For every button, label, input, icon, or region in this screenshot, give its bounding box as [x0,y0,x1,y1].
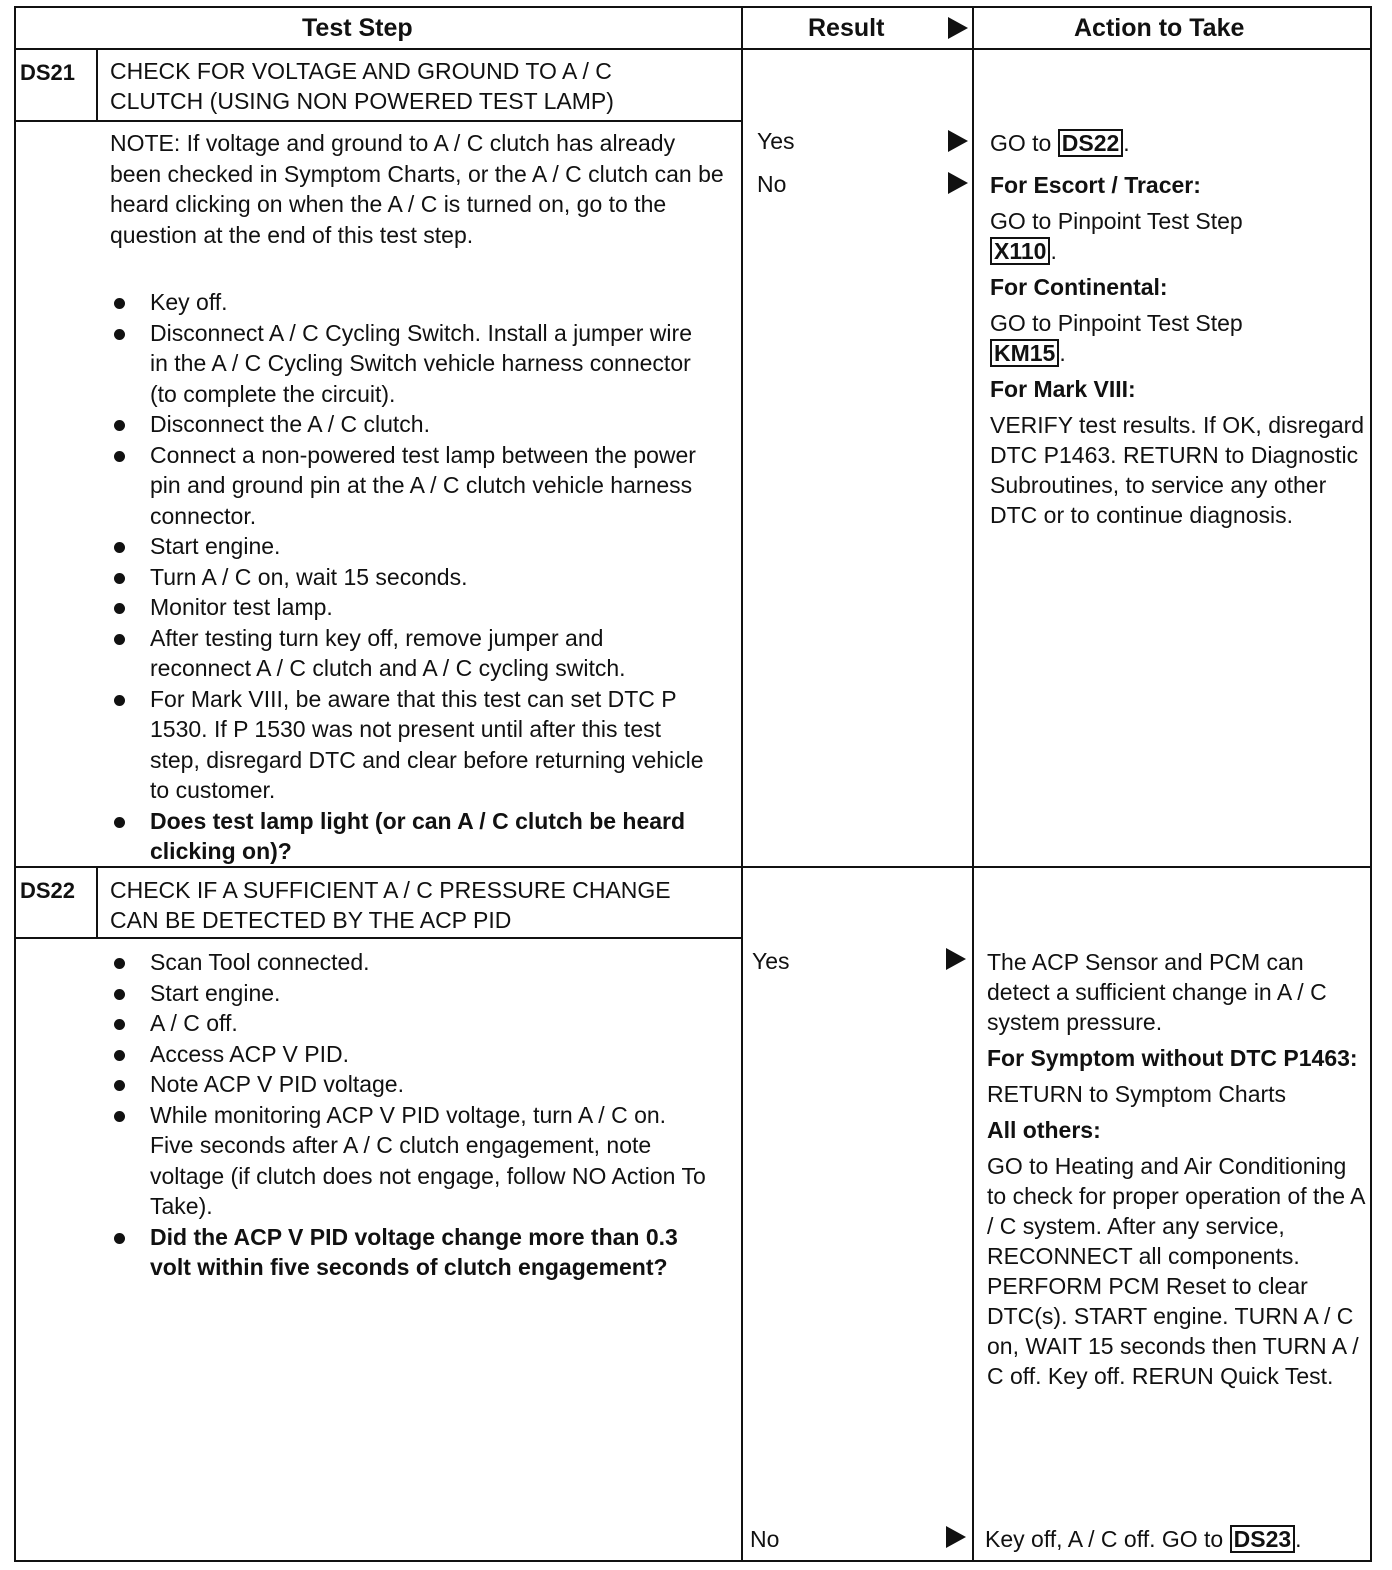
list-item: After testing turn key off, remove jumper and reconnect A / C clutch and A / C cycling switch. [110,623,710,684]
column-divider-action [972,6,974,1562]
ds21-code: DS21 [20,60,76,85]
mark-viii-text: VERIFY test results. If OK, disregard DTC P1463. RETURN to Diagnostic Subroutines, to service any other DTC or to continue diagnosis. [990,412,1365,528]
ds21-no-action: For Escort / Tracer: GO to Pinpoint Test Step X110 . For Continental: GO to Pinpoint Test Step KM15 . For Mark VIII: VERIFY test results. If OK, disregard DTC P1463. RETURN to Diagnostic Subroutines, to service any other DTC or to continue diagnosis. [990,170,1368,530]
header-arrow-icon [948,17,968,39]
list-item: Key off. [110,287,710,318]
list-item: Disconnect the A / C clutch. [110,409,710,440]
ds22-title-divider [14,937,743,939]
ds21-title: CHECK FOR VOLTAGE AND GROUND TO A / C CLUTCH (USING NON POWERED TEST LAMP) [110,58,614,114]
header-action: Action to Take [1074,14,1245,42]
all-others-text: GO to Heating and Air Conditioning to check for proper operation of the A / C system. After any service, RECONNECT all components. PERFORM PCM Reset to clear DTC(s). START engine. TURN A / C on, WAIT 15 seconds then TURN A / C off. Key off. RERUN Quick Test. [987,1153,1365,1389]
ds21-yes-action-text: GO to [990,130,1052,156]
x110-reference-link[interactable]: X110 [990,237,1050,265]
ds21-result-no: No [757,171,787,197]
list-item: Connect a non-powered test lamp between the power pin and ground pin at the A / C clutch vehicle harness connector. [110,440,710,532]
ds22-title: CHECK IF A SUFFICIENT A / C PRESSURE CHANGE CAN BE DETECTED BY THE ACP PID [110,877,671,933]
ds21-note: NOTE: If voltage and ground to A / C clutch has already been checked in Symptom Charts, or the A / C clutch can be heard clicking on when the A / C is turned on, go to the question at the end of this test step. [110,130,724,248]
ds22-no-action: Key off, A / C off. GO to DS23 . [985,1526,1302,1552]
ds23-reference-link[interactable]: DS23 [1230,1525,1296,1553]
header-divider [14,48,1372,50]
ds21-result-yes: Yes [757,128,795,154]
escort-heading: For Escort / Tracer: [990,172,1201,198]
list-item: A / C off. [110,1008,710,1039]
list-item: Access ACP V PID. [110,1039,710,1070]
ds22-code: DS22 [20,878,76,903]
list-item: Scan Tool connected. [110,947,710,978]
table-right-border [1370,6,1372,1562]
list-item: Disconnect A / C Cycling Switch. Install a jumper wire in the A / C Cycling Switch vehicle harness connector (to complete the circuit). [110,318,710,410]
ds22-reference-link[interactable]: DS22 [1058,129,1124,157]
ds22-no-action-text: Key off, A / C off. GO to [985,1526,1224,1552]
ds21-title-divider [14,120,743,122]
ds22-yes-intro: The ACP Sensor and PCM can detect a sufficient change in A / C system pressure. [987,949,1327,1035]
table-bottom-border [14,1560,1372,1562]
list-item: Note ACP V PID voltage. [110,1069,710,1100]
table-top-border [14,6,1372,8]
ds22-code-divider [96,866,98,939]
ds22-yes-action [987,947,1365,1391]
list-item: Start engine. [110,978,710,1009]
symptom-heading: For Symptom without DTC P1463: [987,1045,1358,1071]
ds22-question: Did the ACP V PID voltage change more than 0.3 volt within five seconds of clutch engagement? [110,1222,710,1283]
header-result: Result [808,14,885,42]
ds21-yes-action: GO to DS22 . [990,130,1130,156]
list-item: Turn A / C on, wait 15 seconds. [110,562,710,593]
km15-reference-link[interactable]: KM15 [990,339,1059,367]
header-test-step: Test Step [302,14,413,42]
continental-text: GO to Pinpoint Test Step [990,310,1243,336]
list-item: Start engine. [110,531,710,562]
mark-viii-heading: For Mark VIII: [990,376,1136,402]
list-item: While monitoring ACP V PID voltage, turn A / C on. Five seconds after A / C clutch engagement, note voltage (if clutch does not engage, follow NO Action To Take). [110,1100,710,1222]
ds22-result-yes: Yes [752,948,790,974]
ds21-code-divider [96,48,98,122]
ds21-no-arrow-icon [948,172,968,194]
continental-heading: For Continental: [990,274,1168,300]
ds22-no-arrow-icon [946,1526,966,1548]
ds22-result-no: No [750,1526,780,1552]
symptom-text: RETURN to Symptom Charts [987,1081,1287,1107]
list-item: For Mark VIII, be aware that this test can set DTC P 1530. If P 1530 was not present until after this test step, disregard DTC and clear before returning vehicle to customer. [110,684,710,806]
escort-text: GO to Pinpoint Test Step [990,208,1243,234]
ds21-bullet-list [110,287,710,867]
ds22-yes-arrow-icon [946,948,966,970]
all-others-heading: All others: [987,1117,1101,1143]
ds22-bullet-list [110,947,710,1283]
table-left-border [14,6,16,1562]
column-divider-result [741,6,743,1562]
ds21-question: Does test lamp light (or can A / C clutch be heard clicking on)? [110,806,710,867]
list-item: Monitor test lamp. [110,592,710,623]
ds21-yes-arrow-icon [948,130,968,152]
